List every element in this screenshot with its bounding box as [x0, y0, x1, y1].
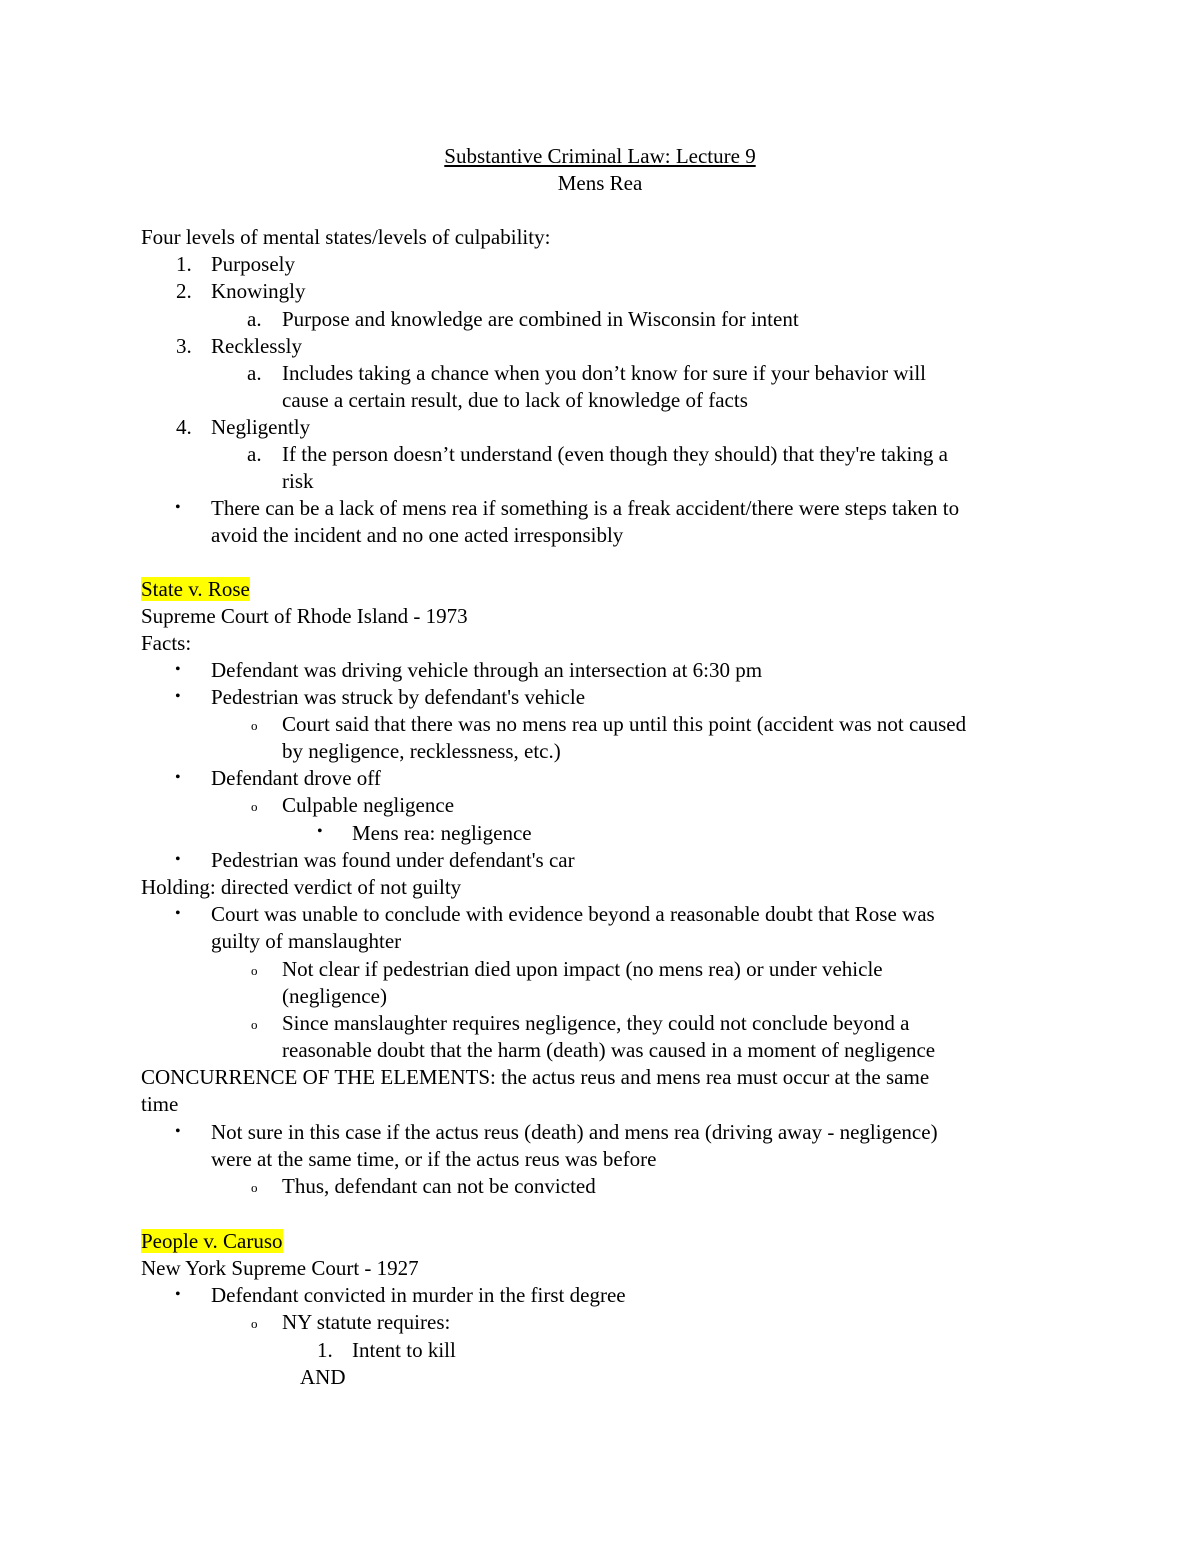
list-number: 4.	[176, 415, 192, 439]
concurrence-subitem: Thus, defendant can not be convicted	[282, 1174, 596, 1198]
circle-bullet-icon: o	[251, 718, 258, 733]
concurrence-item: Not sure in this case if the actus reus (death) and mens rea (driving away - negligence)	[211, 1120, 938, 1144]
circle-bullet-icon: o	[251, 963, 258, 978]
fact-item: Defendant was driving vehicle through an intersection at 6:30 pm	[211, 658, 763, 682]
list-letter: a.	[247, 442, 262, 466]
holding-item-cont: guilty of manslaughter	[211, 929, 402, 953]
case-court-caruso: New York Supreme Court - 1927	[141, 1256, 419, 1280]
level-purposely: Purposely	[211, 252, 295, 276]
caruso-subitem: NY statute requires:	[282, 1310, 451, 1334]
concurrence-heading-cont: time	[141, 1092, 179, 1116]
lack-of-mens-rea-note: There can be a lack of mens rea if something is a freak accident/there were steps taken to	[211, 496, 960, 520]
case-name-caruso: People v. Caruso	[141, 1229, 283, 1253]
fact-item: Pedestrian was found under defendant's car	[211, 848, 575, 872]
fact-subitem: Culpable negligence	[282, 793, 455, 817]
bullet-icon: •	[175, 769, 181, 786]
document-subtitle: Mens Rea	[557, 171, 643, 195]
concurrence-heading: CONCURRENCE OF THE ELEMENTS: the actus reus and mens rea must occur at the same	[141, 1065, 930, 1089]
fact-subsubitem: Mens rea: negligence	[352, 821, 532, 845]
fact-item: Defendant drove off	[211, 766, 381, 790]
list-number: 1.	[317, 1338, 333, 1362]
case-name-rose: State v. Rose	[141, 577, 250, 601]
bullet-icon: •	[175, 905, 181, 922]
bullet-icon: •	[175, 1286, 181, 1303]
fact-subitem-cont: by negligence, recklessness, etc.)	[282, 739, 561, 763]
holding-item: Court was unable to conclude with evidence beyond a reasonable doubt that Rose was	[211, 902, 935, 926]
bullet-icon: •	[175, 499, 181, 516]
fact-subitem: Court said that there was no mens rea up until this point (accident was not caused	[282, 712, 967, 736]
document-title: Substantive Criminal Law: Lecture 9	[444, 144, 756, 168]
level-knowingly: Knowingly	[211, 279, 306, 303]
lack-of-mens-rea-note-cont: avoid the incident and no one acted irresponsibly	[211, 523, 624, 547]
bullet-icon: •	[175, 1123, 181, 1140]
list-number: 2.	[176, 279, 192, 303]
negligently-note: If the person doesn’t understand (even though they should) that they're taking a	[282, 442, 948, 466]
holding: Holding: directed verdict of not guilty	[141, 875, 462, 899]
recklessly-note-cont: cause a certain result, due to lack of knowledge of facts	[282, 388, 748, 412]
holding-subitem: Not clear if pedestrian died upon impact (no mens rea) or under vehicle	[282, 957, 883, 981]
negligently-note-cont: risk	[282, 469, 314, 493]
list-letter: a.	[247, 307, 262, 331]
list-letter: a.	[247, 361, 262, 385]
circle-bullet-icon: o	[251, 1316, 258, 1331]
case-court-rose: Supreme Court of Rhode Island - 1973	[141, 604, 468, 628]
facts-label: Facts:	[141, 631, 192, 655]
level-negligently: Negligently	[211, 415, 311, 439]
holding-subitem: Since manslaughter requires negligence, they could not conclude beyond a	[282, 1011, 910, 1035]
holding-subitem-cont: (negligence)	[282, 984, 387, 1008]
and-connector: AND	[300, 1365, 346, 1389]
concurrence-item-cont: were at the same time, or if the actus reus was before	[211, 1147, 657, 1171]
list-number: 1.	[176, 252, 192, 276]
holding-subitem-cont: reasonable doubt that the harm (death) was caused in a moment of negligence	[282, 1038, 936, 1062]
statute-requirement: Intent to kill	[352, 1338, 456, 1362]
bullet-icon: •	[175, 661, 181, 678]
bullet-icon: •	[317, 823, 323, 840]
circle-bullet-icon: o	[251, 1017, 258, 1032]
circle-bullet-icon: o	[251, 799, 258, 814]
levels-intro: Four levels of mental states/levels of culpability:	[141, 225, 551, 249]
level-recklessly: Recklessly	[211, 334, 302, 358]
knowingly-note: Purpose and knowledge are combined in Wisconsin for intent	[282, 307, 799, 331]
caruso-item: Defendant convicted in murder in the first degree	[211, 1283, 626, 1307]
fact-item: Pedestrian was struck by defendant's vehicle	[211, 685, 586, 709]
recklessly-note: Includes taking a chance when you don’t know for sure if your behavior will	[282, 361, 927, 385]
list-number: 3.	[176, 334, 192, 358]
circle-bullet-icon: o	[251, 1180, 258, 1195]
bullet-icon: •	[175, 851, 181, 868]
bullet-icon: •	[175, 688, 181, 705]
